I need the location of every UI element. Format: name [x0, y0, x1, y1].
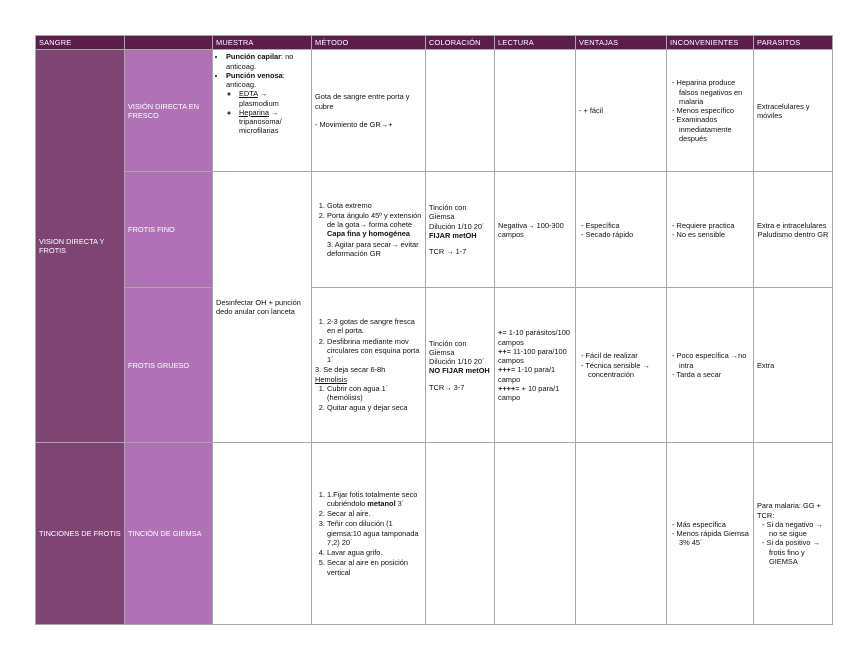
hemolisis-2: 2. Quitar agua y dejar seca: [327, 403, 422, 412]
parasitos-giemsa-2: - Si da positivo → frotis fino y GIEMSA: [769, 538, 829, 566]
metodo-fino: [312, 172, 426, 288]
coloracion-fino-3: FIJAR metOH: [429, 230, 477, 240]
lectura-fino: Negativa→ 100-300 campos: [495, 172, 576, 288]
coloracion-grueso: [426, 288, 495, 443]
muestra-giemsa: [213, 443, 312, 625]
header-inconvenientes: INCONVENIENTES: [667, 36, 754, 50]
lectura-level-1: +: [498, 328, 503, 338]
metodo-hemolisis: Hemolisis: [315, 374, 348, 384]
coloracion-grueso-2: Dilución 1/10 20´: [429, 357, 485, 367]
inconvenientes-fino: [667, 172, 754, 288]
lectura-text-2: = 11-100 para/100 campos: [498, 346, 567, 365]
muestra-heparina: Heparina: [239, 107, 269, 117]
metodo-giemsa-3: 3. Teñir con dilución (1 giemsa:10 agua tamponada 7,2) 20´: [327, 519, 422, 547]
lectura-level-2: ++: [498, 346, 507, 356]
header-row: [36, 36, 833, 50]
metodo-fino-1: 1. Gota extremo: [327, 201, 422, 210]
metodo-fresco: [312, 50, 426, 172]
ventajas-fino: [576, 172, 667, 288]
group-vision-directa: VISION DIRECTA Y FROTIS: [36, 50, 125, 443]
metodo-fino-3: 3. Agitar para secar→ evitar deformación GR: [327, 239, 419, 258]
metodo-grueso: [312, 288, 426, 443]
muestra-venosa-text: : anticoag.: [226, 70, 285, 89]
metodo-giemsa-4: 4. Lavar agua grifo.: [327, 548, 422, 557]
lectura-text-3: = 1-10 para/1 campo: [498, 365, 556, 384]
metodo-fino-2b: Capa fina y homogénea: [327, 229, 410, 239]
coloracion-fino-4: TCR → 1-7: [429, 247, 467, 257]
coloracion-giemsa: [426, 443, 495, 625]
inconvenientes-giemsa: [667, 443, 754, 625]
inconvenientes-grueso: [667, 288, 754, 443]
row-tincion-giemsa: [36, 443, 833, 625]
parasitos-fino-2: Paludismo dentro GR: [757, 229, 829, 239]
ventaja-item: - Secado rápido: [588, 230, 663, 239]
group-tinciones: TINCIONES DE FROTIS: [36, 443, 125, 625]
ventaja-item: - Fácil de realizar: [588, 351, 663, 360]
coloracion-fino-2: Dilución 1/10 20´: [429, 221, 485, 231]
parasitos-fino: [754, 172, 833, 288]
parasitos-giemsa-1: - Si da negativo → no se sigue: [769, 520, 829, 539]
coloracion-grueso-3: NO FIJAR metOH: [429, 366, 490, 376]
coloracion-fino-1: Tinción con Giemsa: [429, 203, 467, 222]
row-label-giemsa: TINCIÓN DE GIEMSA: [125, 443, 213, 625]
parasitos-grueso: Extra: [754, 288, 833, 443]
muestra-heparina-text: → tripanosoma/ microfilarias: [239, 107, 282, 136]
parasitos-giemsa: [754, 443, 833, 625]
coloracion-fresco: [426, 50, 495, 172]
parasitology-table: [35, 35, 833, 625]
coloracion-grueso-1: Tinción con Giemsa: [429, 338, 467, 357]
row-label-grueso: FROTIS GRUESO: [125, 288, 213, 443]
inconveniente-item: - Menos específico: [679, 106, 750, 115]
header-lectura: LECTURA: [495, 36, 576, 50]
metodo-giemsa-1a: 1.Fijar fotis totalmente seco cubriéndolo: [327, 489, 418, 508]
inconvenientes-fresco: [667, 50, 754, 172]
muestra-fresco: [213, 50, 312, 172]
metodo-grueso-2: 2. Desfibrina mediante mov circulares con esquina porta 1´: [327, 337, 422, 365]
muestra-capilar-title: Punción capilar: [226, 52, 282, 62]
ventaja-item: - Específica: [588, 221, 663, 230]
metodo-grueso-3: 3. Se deja secar 6-8h: [315, 365, 386, 375]
metodo-fino-2: Porta ángulo 45º y extensión de la gota→ forma cohete: [327, 210, 422, 229]
ventajas-giemsa: [576, 443, 667, 625]
metodo-giemsa-1c: 3´: [395, 498, 405, 508]
inconveniente-item: - Requiere practica: [679, 221, 750, 230]
lectura-level-3: +++: [498, 365, 511, 375]
header-coloracion: COLORACIÓN: [426, 36, 495, 50]
metodo-giemsa: [312, 443, 426, 625]
ventajas-fresco: - + fácil: [576, 50, 667, 172]
inconveniente-item: - Tarda a secar: [679, 370, 750, 379]
parasitos-fino-1: Extra e intracelulares: [757, 220, 827, 230]
inconveniente-item: - No es sensible: [679, 230, 750, 239]
muestra-capilar-text: : no anticoag.: [226, 52, 294, 71]
parasitos-fresco: Extracelulares y móviles: [754, 50, 833, 172]
inconveniente-item: - Más específica: [679, 520, 750, 529]
coloracion-fino: [426, 172, 495, 288]
hemolisis-1: 1. Cubrir con agua 1´ (hemólisis): [327, 384, 422, 403]
row-label-fresco: VISIÓN DIRECTA EN FRESCO: [125, 50, 213, 172]
row-frotis-grueso: [36, 288, 833, 443]
metodo-giemsa-2: 2. Secar al aire.: [327, 509, 422, 518]
lectura-text-4: = + 10 para/1 campo: [498, 383, 560, 402]
header-metodo: MÉTODO: [312, 36, 426, 50]
metodo-grueso-1: 1. 2-3 gotas de sangre fresca en el porta.: [327, 317, 422, 336]
header-sangre: SANGRE: [36, 36, 125, 50]
inconveniente-item: - Heparina produce falsos negativos en malaria: [679, 78, 750, 106]
ventajas-grueso: [576, 288, 667, 443]
ventaja-item: - Técnica sensible → concentración: [588, 361, 663, 380]
inconveniente-item: - Examinados inmediatamente después: [679, 115, 750, 143]
inconveniente-item: - Poco específica →no intra: [679, 351, 750, 370]
lectura-text-1: = 1-10 parásitos/100 campos: [498, 328, 570, 347]
lectura-grueso: [495, 288, 576, 443]
parasitos-giemsa-title: Para malaria: GG + TCR:: [757, 501, 821, 520]
header-parasitos: PARASITOS: [754, 36, 833, 50]
inconveniente-item: - Menos rápida Giemsa 3% 45´: [679, 529, 750, 548]
header-ventajas: VENTAJAS: [576, 36, 667, 50]
muestra-edta: EDTA: [239, 89, 258, 99]
header-blank: [125, 36, 213, 50]
muestra-edta-text: → plasmodium: [239, 89, 279, 108]
metodo-fresco-1: Gota de sangre entre porta y cubre: [315, 92, 410, 111]
muestra-frotis: Desinfectar OH + punción dedo anular con lanceta: [213, 172, 312, 443]
metodo-giemsa-5: 5. Secar al aire en posición vertical: [327, 558, 422, 577]
lectura-giemsa: [495, 443, 576, 625]
lectura-level-4: ++++: [498, 383, 516, 393]
row-frotis-fino: [36, 172, 833, 288]
row-label-fino: FROTIS FINO: [125, 172, 213, 288]
coloracion-grueso-4: TCR→ 3-7: [429, 382, 465, 392]
metodo-fresco-2: - Movimiento de GR→+: [315, 119, 393, 129]
metodo-giemsa-1b: metanol: [367, 498, 396, 508]
muestra-venosa-title: Punción venosa: [226, 70, 283, 80]
row-vision-fresco: [36, 50, 833, 172]
header-muestra: MUESTRA: [213, 36, 312, 50]
lectura-fresco: [495, 50, 576, 172]
